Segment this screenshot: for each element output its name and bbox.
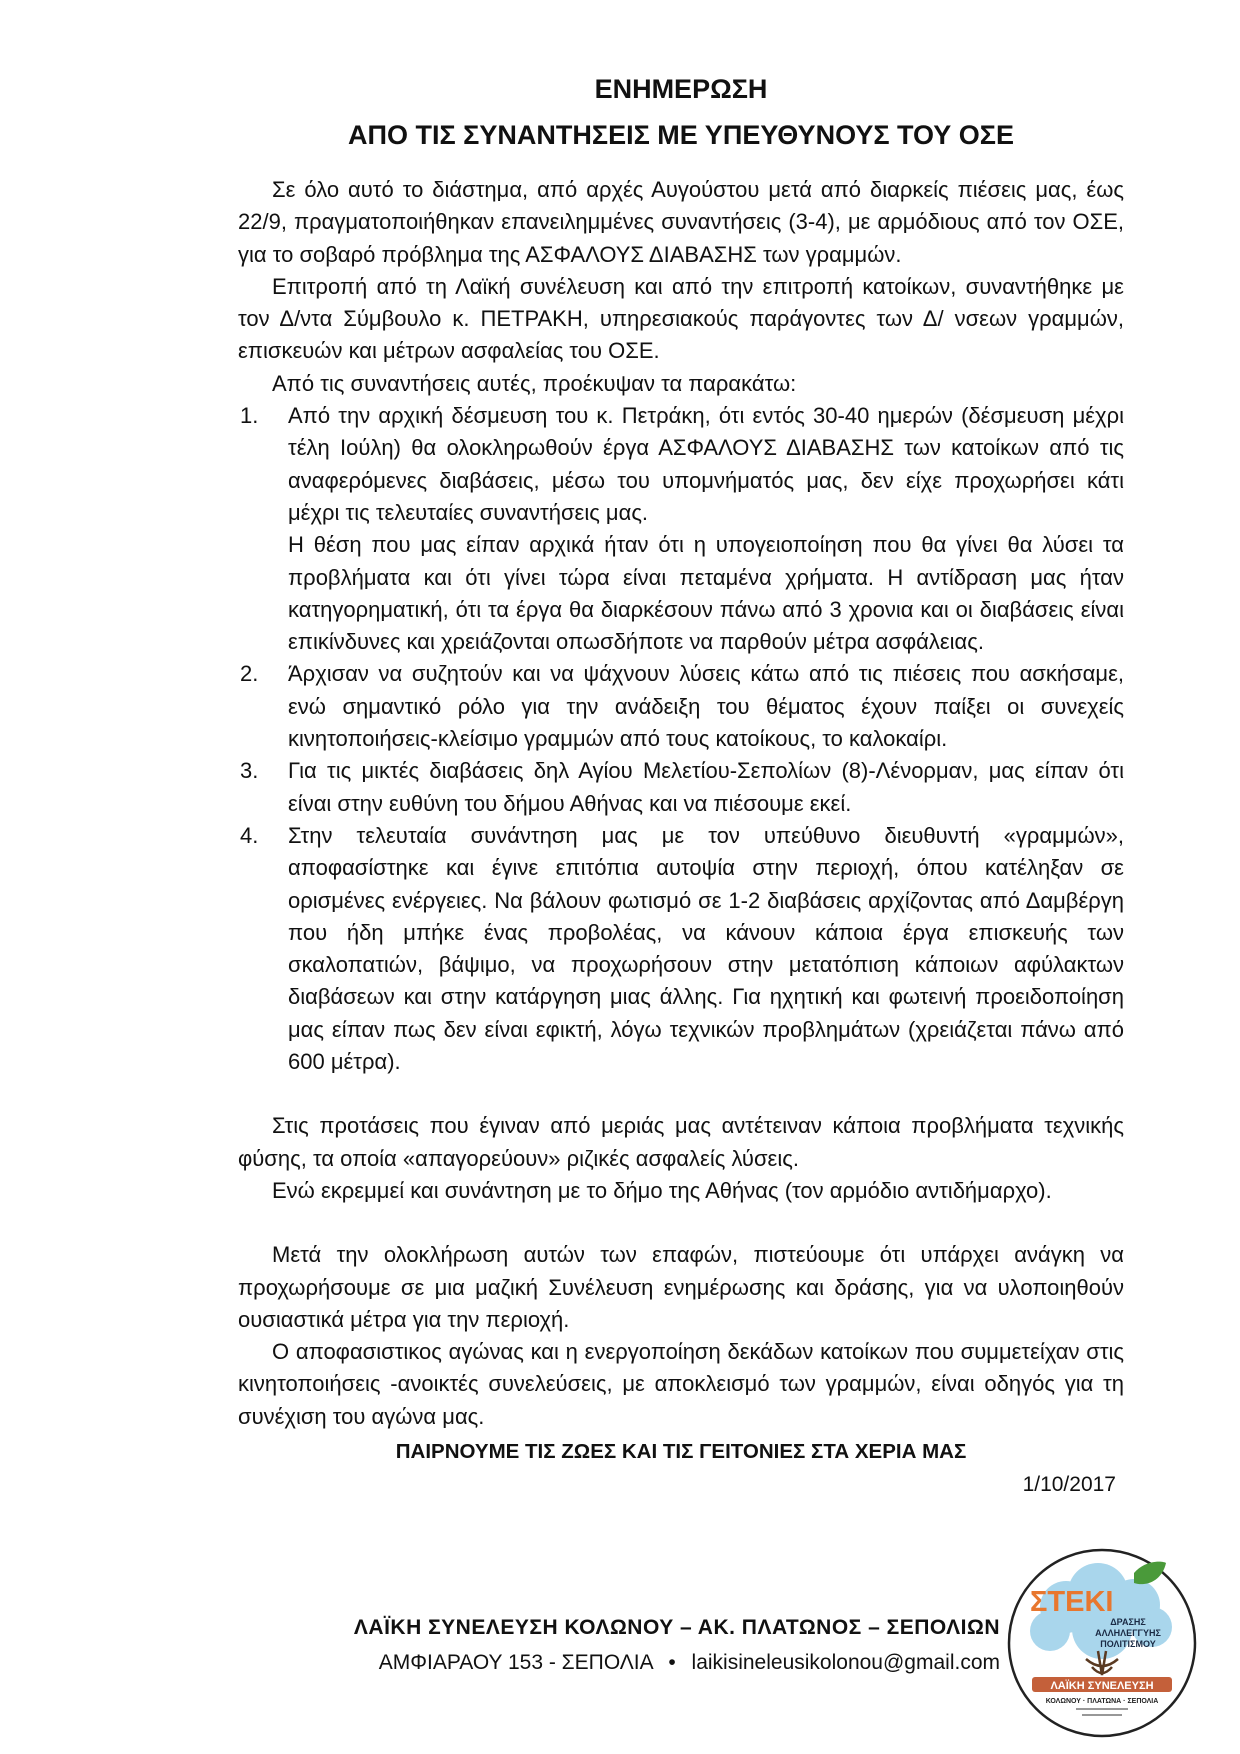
title-line-2: ΑΠΟ ΤΙΣ ΣΥΝΑΝΤΗΣΕΙΣ ΜΕ ΥΠΕΥΘΥΝΟΥΣ ΤΟΥ ΟΣΕ <box>347 120 1015 150</box>
footer-bullet: • <box>668 1651 676 1674</box>
list-item-number: 1. <box>240 403 259 429</box>
slogan: ΠΑΙΡΝΟΥΜΕ ΤΙΣ ΖΩΕΣ ΚΑΙ ΤΙΣ ΓΕΙΤΟΝΙΕΣ ΣΤΑ ΧΕΡΙΑ ΜΑΣ <box>395 1439 967 1463</box>
logo-line-3: ΠΟΛΙΤΙΣΜΟΥ <box>1100 1639 1156 1649</box>
list-item-text: Άρχισαν να συζητούν και να ψάχνουν λύσεις κάτω από τις πιέσεις που ασκήσαμε, ενώ σημαντικό ρόλο για την ανάδειξη του θέματος έχουν παίξει οι συνεχείς κινητοποιήσεις-κλείσιμο γραμμών από τους κατοίκους, το καλοκαίρι. <box>288 661 1124 752</box>
closing-paragraph: Στις προτάσεις που έγιναν από μεριάς μας αντέτειναν κάποια προβλήματα τεχνικής φύσης, τα οποία «απαγορεύουν» ριζικές ασφαλείς λύσεις. <box>238 1113 1124 1171</box>
footer-organization: ΛΑΪΚΗ ΣΥΝΕΛΕΥΣΗ ΚΟΛΩΝΟΥ – ΑΚ. ΠΛΑΤΩΝΟΣ – ΣΕΠΟΛΙΩΝ <box>353 1616 1000 1639</box>
steki-logo-svg <box>1006 1547 1198 1739</box>
list-item <box>238 755 1124 820</box>
vertical-banner <box>70 80 180 1460</box>
intro-paragraph: Από τις συναντήσεις αυτές, προέκυψαν τα παρακάτω: <box>272 370 797 396</box>
closing-paragraph: Μετά την ολοκλήρωση αυτών των επαφών, πιστεύουμε ότι υπάρχει ανάγκη να προχωρήσουμε σε μια μαζική Συνέλευση ενημέρωσης και δράσης, για να υλοποιηθούν ουσιαστικά μέτρα για την περιοχή. <box>238 1242 1124 1332</box>
closing-paragraph: Ενώ εκρεμμεί και συνάντηση με το δήμο της Αθήνας (τον αρμόδιο αντιδήμαρχο). <box>272 1177 1052 1203</box>
spacer <box>238 1207 1124 1239</box>
spacer <box>238 1078 1124 1110</box>
list-item-text: Για τις μικτές διαβάσεις δηλ Αγίου Μελετίου-Σεπολίων (8)-Λένορμαν, μας είπαν ότι είναι στην ευθύνη του δήμου Αθήνας και να πιέσουμε εκεί. <box>288 758 1124 816</box>
list-item-number: 4. <box>240 822 259 848</box>
logo-line-1: ΔΡΑΣΗΣ <box>1110 1617 1146 1627</box>
intro-paragraph: Σε όλο αυτό το διάστημα, από αρχές Αυγούστου μετά από διαρκείς πιέσεις μας, έως 22/9, πραγματοποιήθηκαν επανειλημμένες συναντήσεις (3-4), με αρμόδιους από τον ΟΣΕ, για το σοβαρό πρόβλημα της ΑΣΦΑΛΟΥΣ ΔΙΑΒΑΣΗΣ των γραμμών. <box>238 177 1124 267</box>
list-item <box>238 658 1124 755</box>
list-item-text: Από την αρχική δέσμευση του κ. Πετράκη, ότι εντός 30-40 ημερών (δέσμευση μέχρι τέλη Ιούλη) θα ολοκληρωθούν έργα ΑΣΦΑΛΟΥΣ ΔΙΑΒΑΣΗΣ των κατοίκων από τις αναφερόμενες διαβάσεις, μέσω του υπομνήματός μας, δεν είχε προχωρήσει κάτι μέχρι τις τελευταίες συναντήσεις μας. <box>288 403 1124 525</box>
list-item-text: Στην τελευταία συνάντηση μας με τον υπεύθυνο διευθυντή «γραμμών», αποφασίστηκε και έγινε επιτόπια αυτοψία στην περιοχή, όπου κατέληξαν σε ορισμένες ενέργειες. Να βάλουν φωτισμό σε 1-2 διαβάσεις αρχίζοντας από Δαμβέργη που ήδη μπήκε ένας προβολέας, να κάνουν κάποια έργα επισκευής των σκαλοπατιών, βάψιμο, να προχωρήσουν στην μετατόπιση κάποιων αφύλακτων διαβάσεων και στην κατάργηση μιας άλλης. Για ηχητική και φωτεινή προειδοποίηση μας είπαν πως δεν είναι εφικτή, λόγω τεχνικών προβλημάτων (χρειάζεται πάνω από 600 μέτρα). <box>288 822 1124 1075</box>
list-item <box>238 820 1124 1078</box>
list-item-text: Η θέση που μας είπαν αρχικά ήταν ότι η υπογειοποίηση που θα γίνει θα λύσει τα προβλήματα και ότι γίνει τώρα είναι πεταμένα χρήματα. Η αντίδραση μας ήταν κατηγορηματική, ότι τα έργα θα διαρκέσουν πάνω από 3 χρονια και οι διαβάσεις είναι επικίνδυνες και χρειάζονται οπωσδήποτε να παρθούν μέτρα ασφάλειας. <box>288 532 1124 655</box>
list-item-number: 2. <box>240 661 259 687</box>
document <box>238 66 1124 1501</box>
document-title <box>238 66 1124 158</box>
intro-paragraph: Επιτροπή από τη Λαϊκή συνέλευση και από την επιτροπή κατοίκων, συναντήθηκε με τον Δ/ντα Σύμβουλο κ. ΠΕΤΡΑΚΗ, υπηρεσιακούς παράγοντες των Δ/ νσεων γραμμών, επισκευών και μέτρων ασφαλείας του ΟΣΕ. <box>238 273 1124 364</box>
list-item <box>238 400 1124 658</box>
document-date: 1/10/2017 <box>1022 1472 1116 1496</box>
vertical-banner-svg <box>70 80 180 1460</box>
document-body <box>238 174 1124 1433</box>
footer-contact <box>280 1646 1000 1680</box>
logo-brand: ΣΤΕΚΙ <box>1030 1586 1114 1618</box>
closing-paragraph: Ο αποφασιστικος αγώνας και η ενεργοποίηση δεκάδων κατοίκων που συμμετείχαν στις κινητοποιήσεις -ανοικτές συνελεύσεις, με αποκλεισμό των γραμμών, είναι οδηγός για τη συνέχιση του αγώνα μας. <box>238 1339 1124 1429</box>
footer-address: ΑΜΦΙΑΡΑΟΥ 153 - ΣΕΠΟΛΙΑ <box>378 1651 653 1674</box>
logo-sub-text: ΚΟΛΩΝΟΥ · ΠΛΑΤΩΝΑ · ΣΕΠΟΛΙΑ <box>1045 1698 1159 1705</box>
logo-line-2: ΑΛΛΗΛΕΓΓΥΗΣ <box>1095 1628 1161 1638</box>
footer <box>280 1610 1000 1680</box>
logo-banner-text: ΛΑΪΚΗ ΣΥΝΕΛΕΥΣΗ <box>1050 1680 1154 1692</box>
numbered-list <box>238 400 1124 1078</box>
title-line-1: ΕΝΗΜΕΡΩΣΗ <box>594 74 768 104</box>
steki-logo <box>1006 1547 1198 1739</box>
list-item-number: 3. <box>240 758 259 784</box>
footer-email[interactable]: laikisineleusikolonou@gmail.com <box>691 1651 1000 1674</box>
